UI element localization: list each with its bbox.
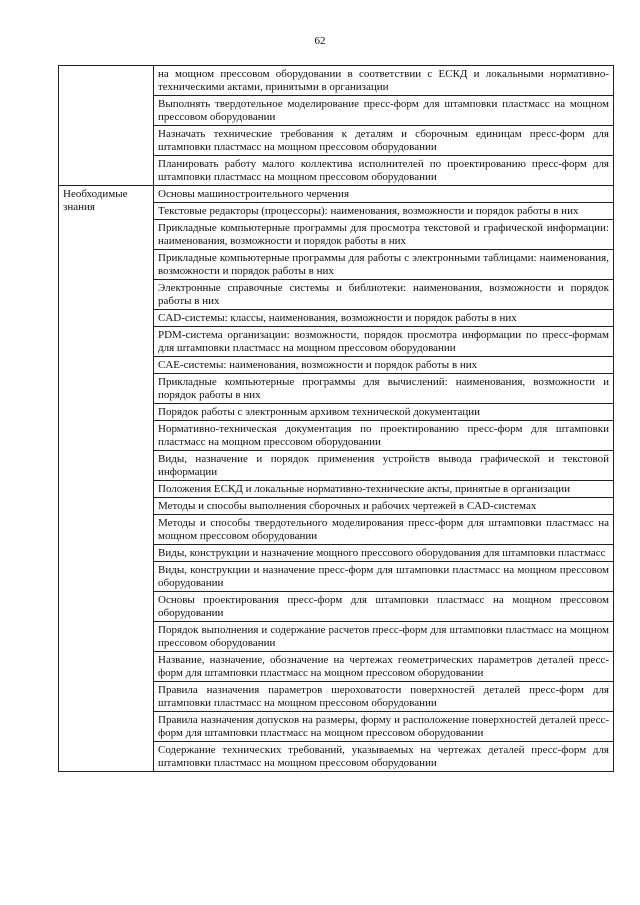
category-cell-empty [59, 66, 154, 186]
table-cell: Название, назначение, обозначение на чертежах геометрических параметров деталей пресс-форм для штамповки пластмасс на мощном прессовом оборудовании [154, 652, 614, 682]
table-cell: CAE-системы: наименования, возможности и порядок работы в них [154, 357, 614, 374]
table-cell: Планировать работу малого коллектива исполнителей по проектированию пресс-форм для штамповки пластмасс на мощном прессовом оборудовании [154, 156, 614, 186]
table-cell: на мощном прессовом оборудовании в соответствии с ЕСКД и локальными нормативно-техническими актами, принятыми в организации [154, 66, 614, 96]
table-cell: Прикладные компьютерные программы для просмотра текстовой и графической информации: наименования, возможности и порядок работы в них [154, 220, 614, 250]
table-cell: Содержание технических требований, указываемых на чертежах деталей пресс-форм для штамповки пластмасс на мощном прессовом оборудовании [154, 742, 614, 772]
table-cell: Порядок выполнения и содержание расчетов пресс-форм для штамповки пластмасс на мощном прессовом оборудовании [154, 622, 614, 652]
table-cell: Виды, назначение и порядок применения устройств вывода графической и текстовой информации [154, 451, 614, 481]
table-cell: CAD-системы: классы, наименования, возможности и порядок работы в них [154, 310, 614, 327]
page-number: 62 [314, 35, 326, 47]
table-cell: Основы машиностроительного черчения [154, 186, 614, 203]
table-cell: Виды, конструкции и назначение пресс-форм для штамповки пластмасс на мощном прессовом оборудовании [154, 562, 614, 592]
table-cell: Методы и способы твердотельного моделирования пресс-форм для штамповки пластмасс на мощном прессовом оборудовании [154, 515, 614, 545]
table-cell: Виды, конструкции и назначение мощного прессового оборудования для штамповки пластмасс [154, 545, 614, 562]
table-cell: Электронные справочные системы и библиотеки: наименования, возможности и порядок работы в них [154, 280, 614, 310]
requirements-table [58, 65, 614, 772]
table-cell: Порядок работы с электронным архивом технической документации [154, 404, 614, 421]
table-cell: Методы и способы выполнения сборочных и рабочих чертежей в CAD-системах [154, 498, 614, 515]
table-row [59, 186, 614, 203]
table-cell: Нормативно-техническая документация по проектированию пресс-форм для штамповки пластмасс на мощном прессовом оборудовании [154, 421, 614, 451]
table-cell: Текстовые редакторы (процессоры): наименования, возможности и порядок работы в них [154, 203, 614, 220]
table-cell: Правила назначения параметров шероховатости поверхностей деталей пресс-форм для штамповки пластмасс на мощном прессовом оборудовании [154, 682, 614, 712]
table-cell: PDM-система организации: возможности, порядок просмотра информации по пресс-формам для штамповки пластмасс на мощном прессовом оборудовании [154, 327, 614, 357]
table-cell: Прикладные компьютерные программы для работы с электронными таблицами: наименования, возможности и порядок работы в них [154, 250, 614, 280]
table-cell: Основы проектирования пресс-форм для штамповки пластмасс на мощном прессовом оборудовании [154, 592, 614, 622]
table-cell: Правила назначения допусков на размеры, форму и расположение поверхностей деталей пресс-форм для штамповки пластмасс на мощном прессовом оборудовании [154, 712, 614, 742]
table-cell: Выполнять твердотельное моделирование пресс-форм для штамповки пластмасс на мощном прессовом оборудовании [154, 96, 614, 126]
table-cell: Положения ЕСКД и локальные нормативно-технические акты, принятые в организации [154, 481, 614, 498]
category-label-knowledge: Необходимые знания [59, 186, 154, 772]
table-cell: Назначать технические требования к деталям и сборочным единицам пресс-форм для штамповки пластмасс на мощном прессовом оборудовании [154, 126, 614, 156]
table-cell: Прикладные компьютерные программы для вычислений: наименования, возможности и порядок работы в них [154, 374, 614, 404]
table-row [59, 66, 614, 96]
